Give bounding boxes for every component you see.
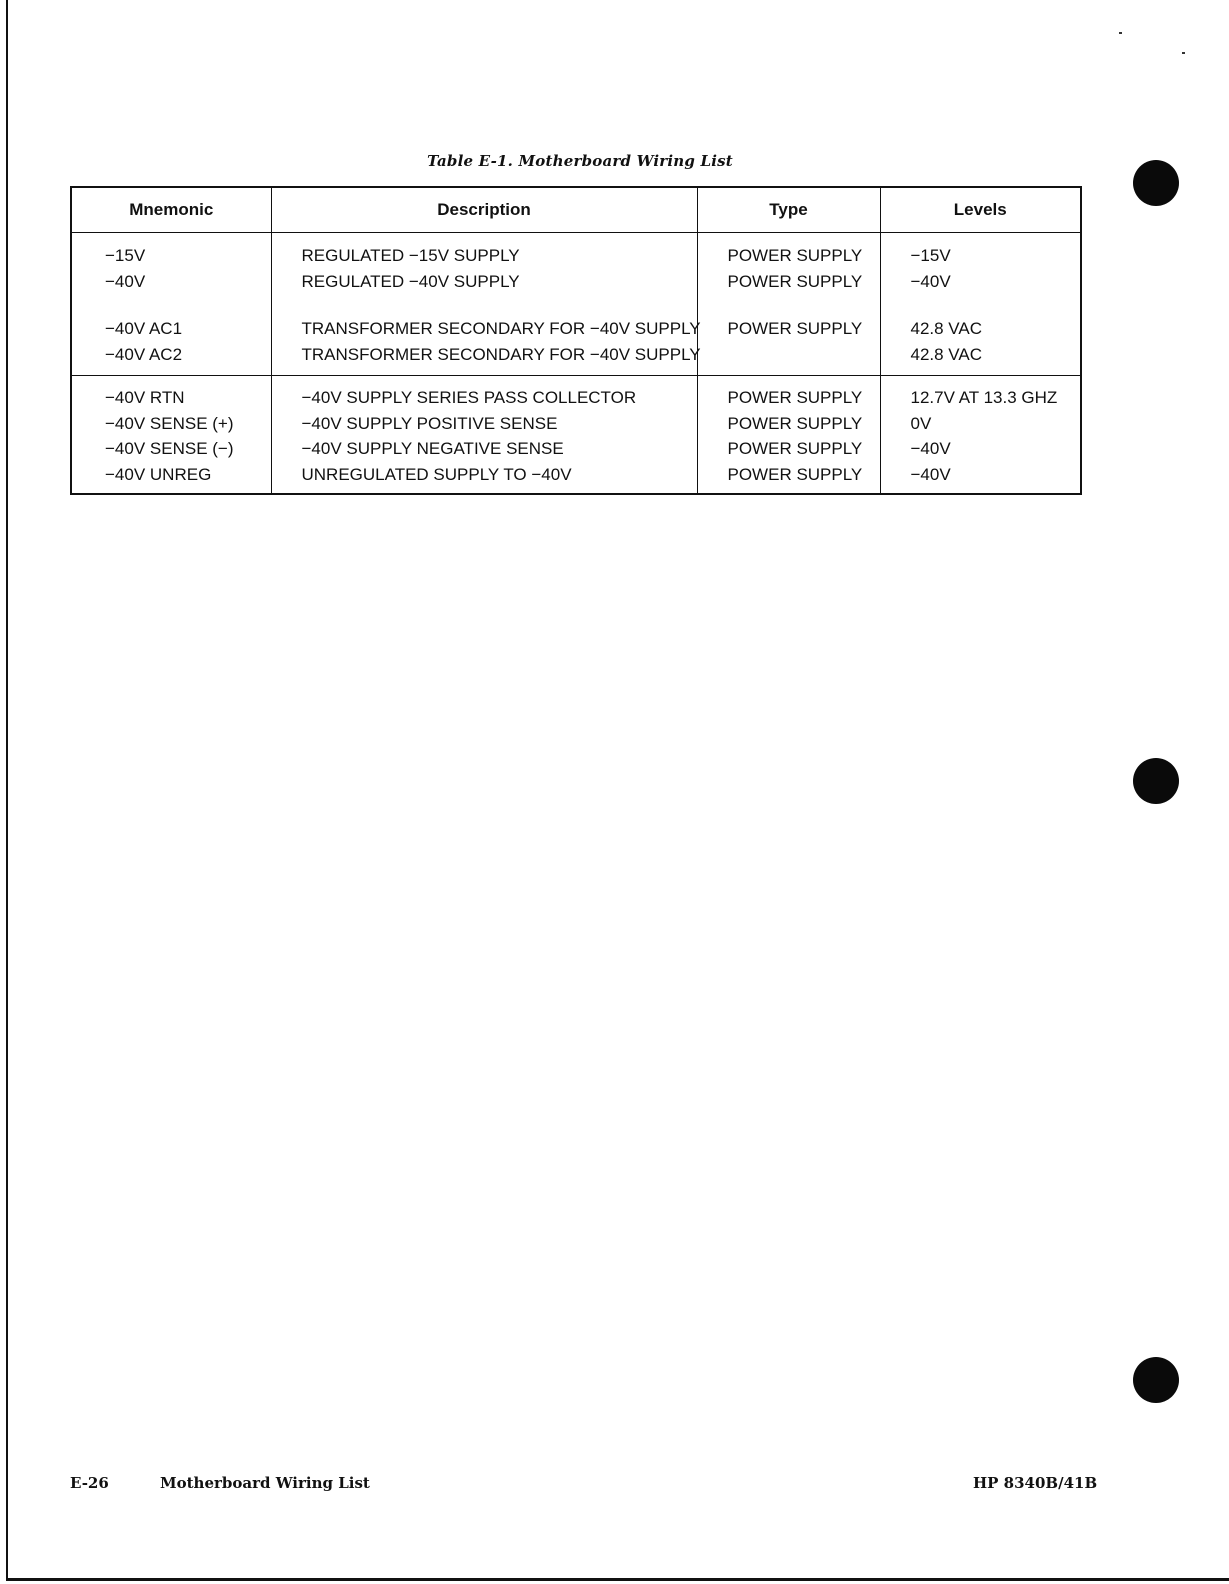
levels-cell bbox=[880, 294, 1081, 376]
description-text: −40V SUPPLY NEGATIVE SENSE bbox=[301, 439, 564, 458]
type-text: POWER SUPPLY bbox=[727, 388, 863, 407]
levels-text: 12.7V AT 13.3 GHZ bbox=[910, 388, 1058, 407]
description-cell bbox=[271, 294, 701, 376]
mnemonic-text: −40V SENSE (+) bbox=[105, 413, 234, 433]
table-row-group-transformer bbox=[71, 294, 1081, 376]
column-header-levels: Levels bbox=[880, 187, 1081, 233]
page-edge-left bbox=[6, 0, 8, 1580]
mnemonic-text: −40V AC2 bbox=[105, 344, 183, 364]
type-empty bbox=[728, 342, 880, 368]
description-text: TRANSFORMER SECONDARY FOR −40V SUPPLY bbox=[301, 344, 701, 364]
mnemonic-cell bbox=[71, 376, 271, 495]
binder-hole-middle bbox=[1133, 758, 1179, 804]
mnemonic-cell bbox=[71, 233, 271, 295]
type-text: POWER SUPPLY bbox=[727, 413, 863, 433]
description-text: −40V SUPPLY POSITIVE SENSE bbox=[301, 413, 558, 433]
footer-section-title: Motherboard Wiring List bbox=[160, 1474, 370, 1492]
table-title: Table E-1. Motherboard Wiring List bbox=[427, 152, 733, 170]
mnemonic-text: −40V RTN bbox=[105, 388, 185, 407]
type-text: POWER SUPPLY bbox=[727, 319, 863, 338]
levels-cell bbox=[880, 376, 1081, 495]
description-text: REGULATED −15V SUPPLY bbox=[301, 246, 520, 265]
footer-page-number: E-26 bbox=[70, 1474, 109, 1492]
type-text: POWER SUPPLY bbox=[727, 439, 863, 458]
type-cell bbox=[697, 294, 880, 376]
mnemonic-text: −40V UNREG bbox=[105, 464, 212, 484]
column-header-description: Description bbox=[271, 187, 697, 233]
levels-text: 42.8 VAC bbox=[910, 344, 983, 364]
type-text: POWER SUPPLY bbox=[727, 271, 863, 291]
description-cell bbox=[271, 376, 697, 495]
levels-text: 42.8 VAC bbox=[910, 319, 983, 338]
wiring-table bbox=[70, 186, 1082, 495]
levels-text: −40V bbox=[910, 439, 951, 458]
binder-hole-bottom bbox=[1133, 1357, 1179, 1403]
table-row-group-sense bbox=[71, 376, 1081, 495]
description-text: −40V SUPPLY SERIES PASS COLLECTOR bbox=[301, 388, 637, 407]
scan-speck bbox=[1119, 32, 1122, 34]
levels-cell bbox=[880, 233, 1081, 295]
mnemonic-text: −40V AC1 bbox=[105, 319, 183, 338]
table-header-row bbox=[71, 187, 1081, 233]
mnemonic-text: −40V bbox=[105, 271, 146, 291]
column-header-type: Type bbox=[697, 187, 880, 233]
type-text: POWER SUPPLY bbox=[727, 246, 863, 265]
description-text: UNREGULATED SUPPLY TO −40V bbox=[301, 464, 572, 484]
column-header-mnemonic: Mnemonic bbox=[71, 187, 271, 233]
scan-speck bbox=[1182, 52, 1185, 54]
type-cell bbox=[697, 233, 880, 295]
page-edge-bottom bbox=[6, 1578, 1229, 1581]
mnemonic-cell bbox=[71, 294, 271, 376]
levels-text: 0V bbox=[910, 413, 932, 433]
type-cell bbox=[697, 376, 880, 495]
mnemonic-text: −40V SENSE (−) bbox=[105, 439, 234, 458]
levels-text: −15V bbox=[910, 246, 951, 265]
levels-text: −40V bbox=[910, 464, 951, 484]
mnemonic-text: −15V bbox=[105, 246, 146, 265]
table-row-group-regulated bbox=[71, 233, 1081, 295]
levels-text: −40V bbox=[910, 271, 951, 291]
description-cell bbox=[271, 233, 697, 295]
description-text: TRANSFORMER SECONDARY FOR −40V SUPPLY bbox=[301, 319, 701, 338]
type-text: POWER SUPPLY bbox=[727, 464, 863, 484]
footer-model: HP 8340B/41B bbox=[973, 1474, 1098, 1492]
description-text: REGULATED −40V SUPPLY bbox=[301, 271, 520, 291]
